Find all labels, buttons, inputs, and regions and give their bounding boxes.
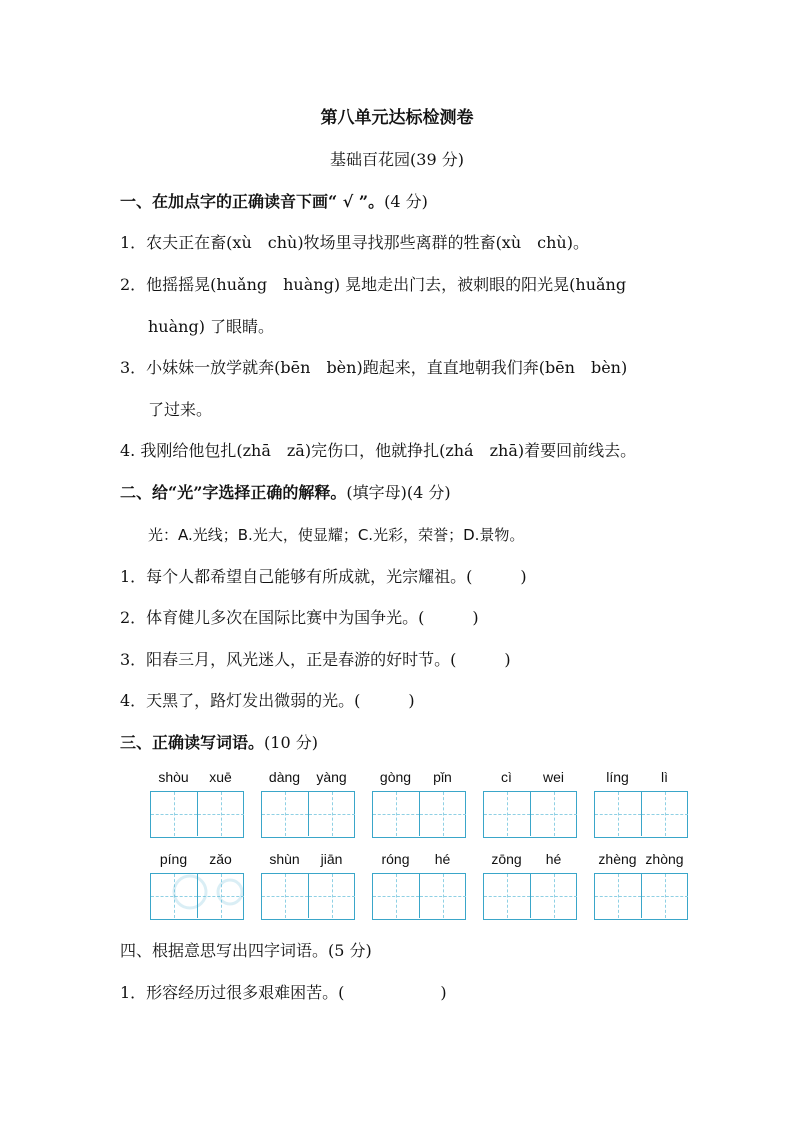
tianzige-cell[interactable] bbox=[373, 874, 420, 918]
pinyin-syllable: gòng bbox=[379, 769, 412, 785]
pinyin-syllable: cì bbox=[501, 769, 512, 785]
word-grid bbox=[372, 851, 466, 921]
pinyin-syllable: pǐn bbox=[433, 769, 452, 785]
section2-question-2: 2．体育健儿多次在国际比赛中为国争光。( ) bbox=[120, 608, 479, 627]
section4-question-1: 1．形容经历过很多艰难困苦。( ) bbox=[120, 983, 447, 1002]
tianzige-box-pair[interactable] bbox=[372, 791, 466, 838]
pinyin-pair bbox=[150, 851, 244, 871]
tianzige-box-pair[interactable] bbox=[594, 791, 688, 838]
pinyin-syllable: jiān bbox=[320, 851, 343, 867]
word-grid bbox=[594, 769, 688, 839]
pinyin-syllable: róng bbox=[381, 851, 410, 867]
tianzige-cell[interactable] bbox=[484, 874, 531, 918]
section2-legend: 光：A.光线；B.光大，使显耀；C.光彩，荣誉；D.景物。 bbox=[148, 526, 525, 544]
tianzige-cell[interactable] bbox=[373, 792, 420, 836]
tianzige-box-pair[interactable] bbox=[594, 873, 688, 920]
pinyin-pair bbox=[372, 769, 466, 789]
pinyin-pair bbox=[261, 851, 355, 871]
tianzige-cell[interactable] bbox=[151, 792, 198, 836]
watermark-logo bbox=[168, 872, 258, 912]
tianzige-cell[interactable] bbox=[262, 792, 309, 836]
pinyin-syllable: zǎo bbox=[209, 851, 232, 867]
tianzige-box-pair[interactable] bbox=[261, 791, 355, 838]
pinyin-pair bbox=[372, 851, 466, 871]
page-title: 第八单元达标检测卷 bbox=[320, 108, 474, 128]
section2-heading bbox=[120, 482, 451, 504]
section2-question-4: 4．天黑了，路灯发出微弱的光。( ) bbox=[120, 691, 415, 710]
pinyin-syllable: píng bbox=[159, 851, 188, 867]
pinyin-syllable: xuē bbox=[209, 769, 232, 785]
tianzige-cell[interactable] bbox=[642, 792, 688, 836]
tianzige-cell[interactable] bbox=[595, 874, 642, 918]
page-subtitle: 基础百花园(39 分) bbox=[330, 150, 464, 169]
tianzige-cell[interactable] bbox=[531, 874, 577, 918]
pinyin-syllable: shùn bbox=[269, 851, 300, 867]
tianzige-cell[interactable] bbox=[420, 792, 466, 836]
section4-heading: 四、根据意思写出四字词语。(5 分) bbox=[120, 941, 372, 960]
tianzige-box-pair[interactable] bbox=[372, 873, 466, 920]
pinyin-pair bbox=[261, 769, 355, 789]
pinyin-syllable: hé bbox=[434, 851, 451, 867]
section2-score: (填字母)(4 分) bbox=[346, 483, 451, 502]
pinyin-syllable: zhòng bbox=[645, 851, 684, 867]
pinyin-syllable: lì bbox=[661, 769, 668, 785]
section1-question-4: 4. 我刚给他包扎(zhā zā)完伤口，他就挣扎(zhá zhā)着要回前线去。 bbox=[120, 441, 637, 460]
pinyin-syllable: zhèng bbox=[598, 851, 637, 867]
pinyin-syllable: wei bbox=[542, 769, 564, 785]
pinyin-syllable: shòu bbox=[158, 769, 189, 785]
pinyin-pair bbox=[594, 851, 688, 871]
tianzige-cell[interactable] bbox=[309, 874, 355, 918]
tianzige-box-pair[interactable] bbox=[483, 873, 577, 920]
pinyin-syllable: hé bbox=[545, 851, 562, 867]
section1-question-3: 3．小妹妹一放学就奔(bēn bèn)跑起来，直直地朝我们奔(bēn bèn) bbox=[120, 358, 628, 377]
word-grid bbox=[372, 769, 466, 839]
section2-heading-text: 二、给“光”字选择正确的解释。 bbox=[120, 483, 347, 502]
pinyin-syllable: zōng bbox=[491, 851, 522, 867]
word-grid bbox=[261, 851, 355, 921]
tianzige-box-pair[interactable] bbox=[150, 791, 244, 838]
tianzige-cell[interactable] bbox=[531, 792, 577, 836]
section1-score: (4 分) bbox=[384, 192, 428, 211]
word-grid bbox=[594, 851, 688, 921]
word-grid bbox=[483, 769, 577, 839]
tianzige-cell[interactable] bbox=[642, 874, 688, 918]
section1-heading bbox=[120, 191, 428, 213]
section1-question-3-cont: 了过来。 bbox=[148, 400, 213, 419]
pinyin-syllable: yàng bbox=[316, 769, 347, 785]
section2-question-3: 3．阳春三月，风光迷人，正是春游的好时节。( ) bbox=[120, 650, 511, 669]
tianzige-cell[interactable] bbox=[420, 874, 466, 918]
tianzige-cell[interactable] bbox=[595, 792, 642, 836]
section1-question-2-cont: huàng) 了眼睛。 bbox=[148, 317, 275, 336]
pinyin-pair bbox=[594, 769, 688, 789]
pinyin-pair bbox=[483, 851, 577, 871]
pinyin-pair bbox=[483, 769, 577, 789]
pinyin-pair bbox=[150, 769, 244, 789]
word-grid bbox=[150, 769, 244, 839]
section1-question-2: 2．他摇摇晃(huǎng huàng) 晃地走出门去，被刺眼的阳光晃(huǎng bbox=[120, 275, 627, 294]
section3-heading-text: 三、正确读写词语。 bbox=[120, 733, 265, 752]
section1-question-1: 1．农夫正在畜(xù chù)牧场里寻找那些离群的牲畜(xù chù)。 bbox=[120, 233, 589, 252]
section3-heading bbox=[120, 732, 318, 754]
tianzige-cell[interactable] bbox=[309, 792, 355, 836]
tianzige-cell[interactable] bbox=[262, 874, 309, 918]
tianzige-cell[interactable] bbox=[198, 792, 244, 836]
section1-heading-text: 一、在加点字的正确读音下画“ √ ”。 bbox=[120, 192, 385, 211]
pinyin-syllable: líng bbox=[606, 769, 629, 785]
section3-score: (10 分) bbox=[264, 733, 318, 752]
tianzige-box-pair[interactable] bbox=[483, 791, 577, 838]
tianzige-box-pair[interactable] bbox=[261, 873, 355, 920]
word-grid bbox=[483, 851, 577, 921]
tianzige-cell[interactable] bbox=[484, 792, 531, 836]
pinyin-syllable: dàng bbox=[268, 769, 301, 785]
section2-question-1: 1．每个人都希望自己能够有所成就，光宗耀祖。( ) bbox=[120, 567, 527, 586]
word-grid bbox=[261, 769, 355, 839]
